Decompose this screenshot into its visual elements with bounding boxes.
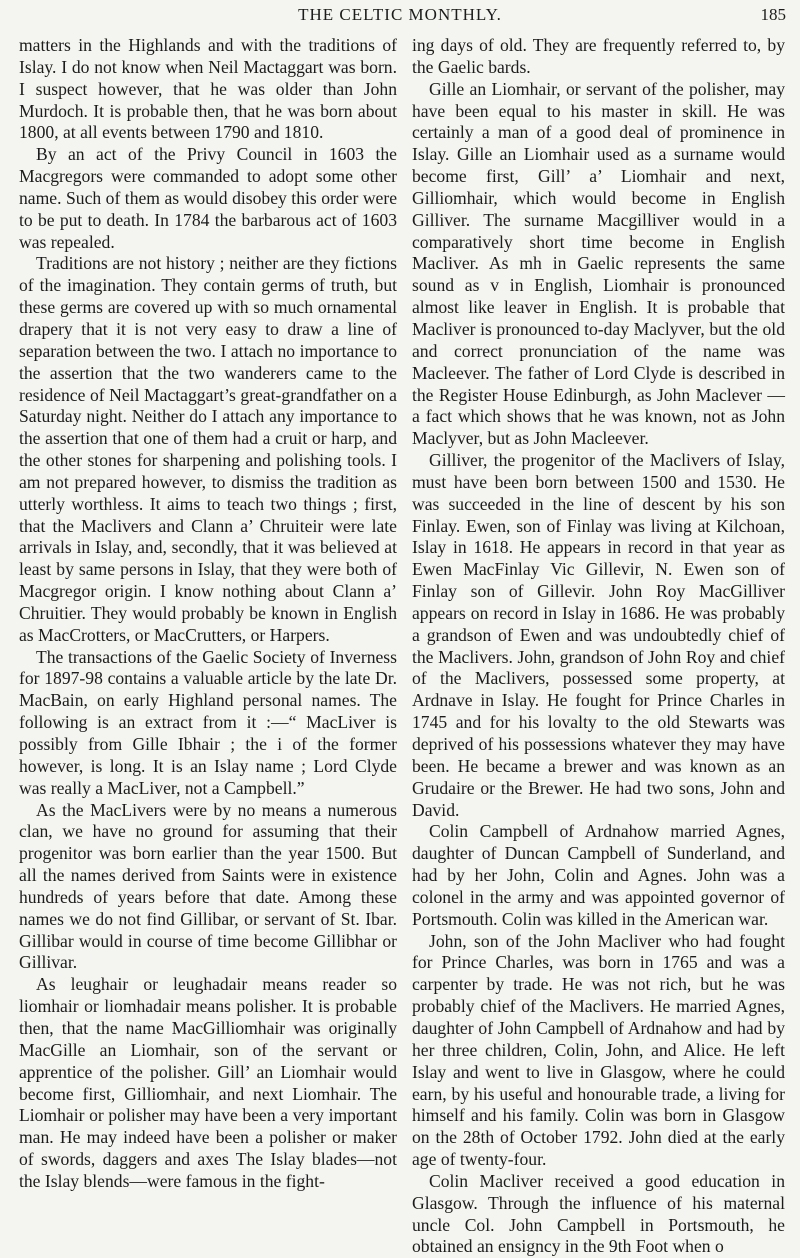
paragraph: Gille an Liomhair, or servant of the polisher, may have been equal to his master in skill. He was certainly a man of a good deal of prominence in Islay. Gille an Liomhair used as a surname would become first, Gill’ a’ Liomhair and next, Gilliomhair, which would become in English Gilliver. The surname Macgilliver would in a comparatively short time become in English Macliver. As mh in Gaelic represents the same sound as v in English, Liomhair is pronounced almost like leaver in English. It is probable that Macliver is pronounced to-day Maclyver, but the old and correct pronunciation of the name was Macleever. The father of Lord Clyde is described in the Register House Edinburgh, as John Maclever —a fact which shows that he was known, not as John Maclyver, but as John Macleever. <box>412 78 785 449</box>
paragraph: Traditions are not history ; neither are they fictions of the imagination. They contain germs of truth, but these germs are covered up with so much ornamental drapery that it is not very easy to draw a line of separation between the two. I attach no importance to the assertion that the two wanderers came to the residence of Neil Mactaggart’s great-grandfather on a Saturday night. Neither do I attach any importance to the assertion that one of them had a cruit or harp, and the other stones for sharpening and polishing tools. I am not prepared however, to dismiss the tradition as utterly worthless. It aims to teach two things ; first, that the Maclivers and Clann a’ Chruiteir were late arrivals in Islay, and, secondly, that it was believed at least by same persons in Islay, that they were both of Macgregor origin. I know nothing about Clann a’ Chruitier. They would probably be known in English as MacCrotters, or MacCrutters, or Harpers. <box>19 253 397 645</box>
paragraph: Colin Campbell of Ardnahow married Agnes, daughter of Duncan Campbell of Sunderland, and had by her John, Colin and Agnes. John was a colonel in the army and was appointed governor of Portsmouth. Colin was killed in the American war. <box>412 821 785 929</box>
paragraph: As the MacLivers were by no means a numerous clan, we have no ground for assuming that their progenitor was born earlier than the year 1500. But all the names derived from Saints were in existence hundreds of years before that date. Among these names we do not find Gillibar, or servant of St. Ibar. Gillibar would in course of time become Gillibhar or Gillivar. <box>19 799 397 973</box>
paragraph: By an act of the Privy Council in 1603 the Macgregors were commanded to adopt some other name. Such of them as would disobey this order were to be put to death. In 1784 the barbarous act of 1603 was repealed. <box>19 144 397 252</box>
page-number: 185 <box>760 5 786 24</box>
paragraph: matters in the Highlands and with the traditions of Islay. I do not know when Neil Mactaggart was born. I suspect however, that he was older than John Murdoch. It is probable then, that he was born about 1800, at all events between 1790 and 1810. <box>19 35 397 143</box>
running-title: THE CELTIC MONTHLY. <box>298 5 502 24</box>
paragraph: The transactions of the Gaelic Society of Inverness for 1897-98 contains a valuable article by the late Dr. MacBain, on early Highland personal names. The following is an extract from it :—“ MacLiver is possibly from Gille Ibhair ; the i of the former however, is long. It is an Islay name ; Lord Clyde was really a MacLiver, not a Campbell.” <box>19 646 397 798</box>
left-column <box>19 35 397 1193</box>
paragraph: Colin Macliver received a good education in Glasgow. Through the influence of his maternal uncle Col. John Campbell in Portsmouth, he obtained an ensigncy in the 9th Foot when o <box>412 1170 785 1257</box>
paragraph: As leughair or leughadair means reader so liomhair or liomhadair means polisher. It is probable then, that the name MacGilliomhair was originally MacGille an Liomhair, son of the servant or apprentice of the polisher. Gill’ an Liomhair would become first, Gilliomhair, and next Liomhair. The Liomhair or polisher may have been a very important man. He may indeed have been a polisher or maker of swords, daggers and axes The Islay blades—not the Islay blends—were famous in the fight- <box>19 974 397 1191</box>
page-header <box>0 2 800 26</box>
paragraph: Gilliver, the progenitor of the Maclivers of Islay, must have been born between 1500 and 1530. He was succeeded in the line of descent by his son Finlay. Ewen, son of Finlay was living at Kilchoan, Islay in 1618. He appears in record in that year as Ewen MacFinlay Vic Gillevir, N. Ewen son of Finlay son of Gillevir. John Roy MacGilliver appears on record in Islay in 1686. He was probably a grandson of Ewen and was undoubtedly chief of the Maclivers. John, grandson of John Roy and chief of the Maclivers, possessed some property, at Ardnave in Islay. He fought for Prince Charles in 1745 and for his lovalty to the old Stewarts was deprived of his possessions whatever they may have been. He became a brewer and was known as an Grudaire or the Brewer. He had two sons, John and David. <box>412 450 785 820</box>
right-column <box>412 35 785 1258</box>
paragraph: John, son of the John Macliver who had fought for Prince Charles, was born in 1765 and was a carpenter by trade. He was not rich, but he was probably chief of the Maclivers. He married Agnes, daughter of John Campbell of Ardnahow and had by her three children, Colin, John, and Alice. He left Islay and went to live in Glasgow, where he could earn, by his useful and honourable trade, a living for himself and his family. Colin was born in Glasgow on the 28th of October 1792. John died at the early age of twenty-four. <box>412 930 785 1170</box>
paragraph: ing days of old. They are frequently referred to, by the Gaelic bards. <box>412 35 785 77</box>
